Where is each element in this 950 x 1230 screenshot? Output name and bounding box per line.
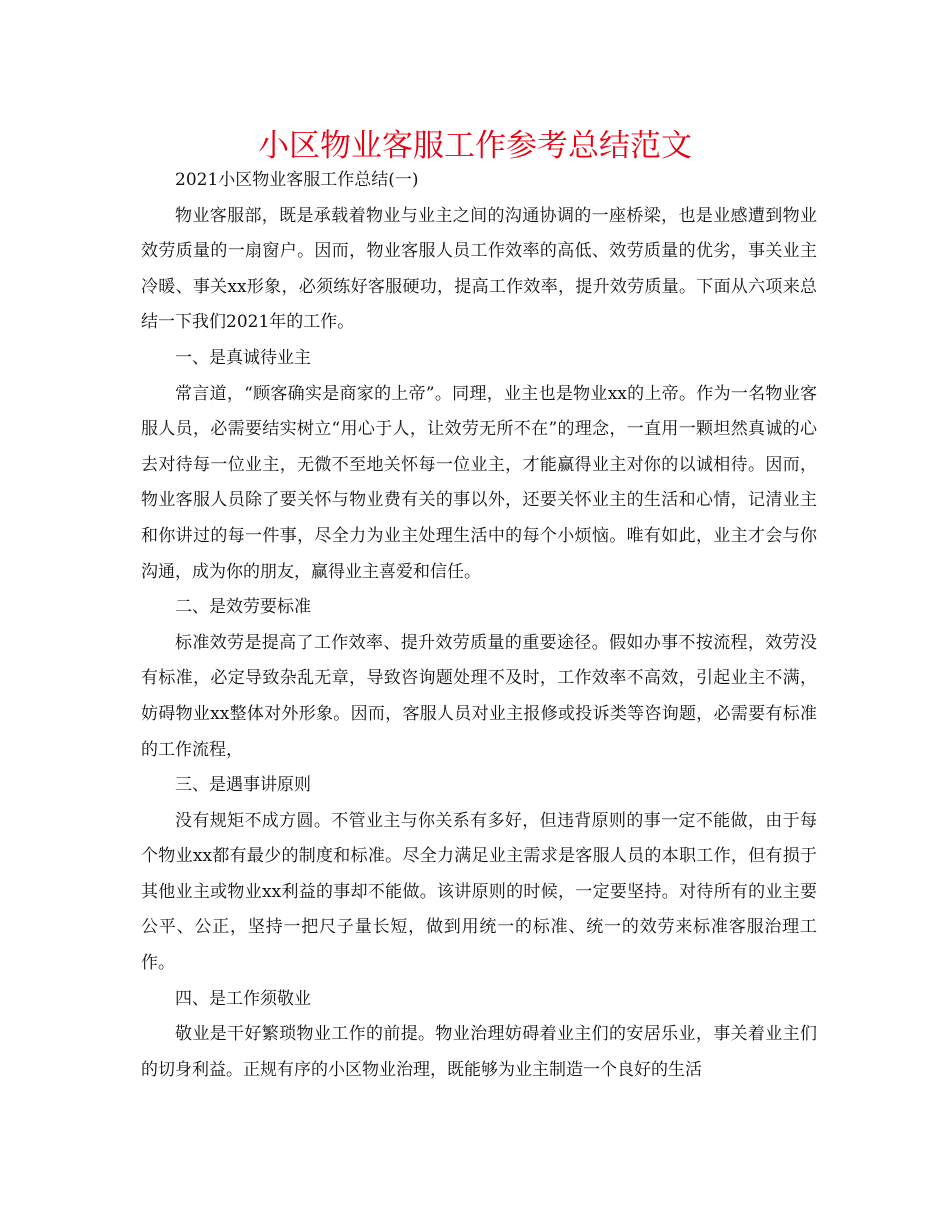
intro-paragraph: 物业客服部，既是承载着物业与业主之间的沟通协调的一座桥梁，也是业感遭到物业效劳质量的一扇窗户。因而，物业客服人员工作效率的高低、效劳质量的优劣，事关业主冷暖、事关xx形象，必须练好客服硬功，提高工作效率，提升效劳质量。下面从六项来总结一下我们2021年的工作。 <box>141 205 817 333</box>
section-paragraph-1: 常言道，“顾客确实是商家的上帝”。同理，业主也是物业xx的上帝。作为一名物业客服人员，必需要结实树立“用心于人，让效劳无所不在”的理念，一直用一颗坦然真诚的心去对待每一位业主，无微不至地关怀每一位业主，才能赢得业主对你的以诚相待。因而，物业客服人员除了要关怀与物业费有关的事以外，还要关怀业主的生活和心情，记清业主和你讲过的每一件事，尽全力为业主处理生活中的每个小烦恼。唯有如此，业主才会与你沟通，成为你的朋友，赢得业主喜爱和信任。 <box>141 383 817 582</box>
section-heading-2: 二、是效劳要标准 <box>175 597 311 618</box>
subtitle-paragraph: 2021小区物业客服工作总结(一) <box>175 170 419 190</box>
document-body <box>141 163 817 1088</box>
section-paragraph-3: 没有规矩不成方圆。不管业主与你关系有多好，但违背原则的事一定不能做，由于每个物业xx都有最少的制度和标准。尽全力满足业主需求是客服人员的本职工作，但有损于其他业主或物业xx利益的事却不能做。该讲原则的时候，一定要坚持。对待所有的业主要公平、公正，坚持一把尺子量长短，做到用统一的标准、统一的效劳来标准客服治理工作。 <box>141 810 817 974</box>
section-heading-4: 四、是工作须敬业 <box>175 988 311 1009</box>
document-title: 小区物业客服工作参考总结范文 <box>258 128 692 164</box>
section-heading-3: 三、是遇事讲原则 <box>175 775 311 796</box>
section-paragraph-4: 敬业是干好繁琐物业工作的前提。物业治理妨碍着业主们的安居乐业，事关着业主们的切身利益。正规有序的小区物业治理，既能够为业主制造一个良好的生活 <box>141 1024 817 1080</box>
section-heading-1: 一、是真诚待业主 <box>175 347 311 368</box>
section-paragraph-2: 标准效劳是提高了工作效率、提升效劳质量的重要途径。假如办事不按流程，效劳没有标准，必定导致杂乱无章，导致咨询题处理不及时，工作效率不高效，引起业主不满，妨碍物业xx整体对外形象。因而，客服人员对业主报修或投诉类等咨询题，必需要有标准的工作流程， <box>141 632 817 760</box>
